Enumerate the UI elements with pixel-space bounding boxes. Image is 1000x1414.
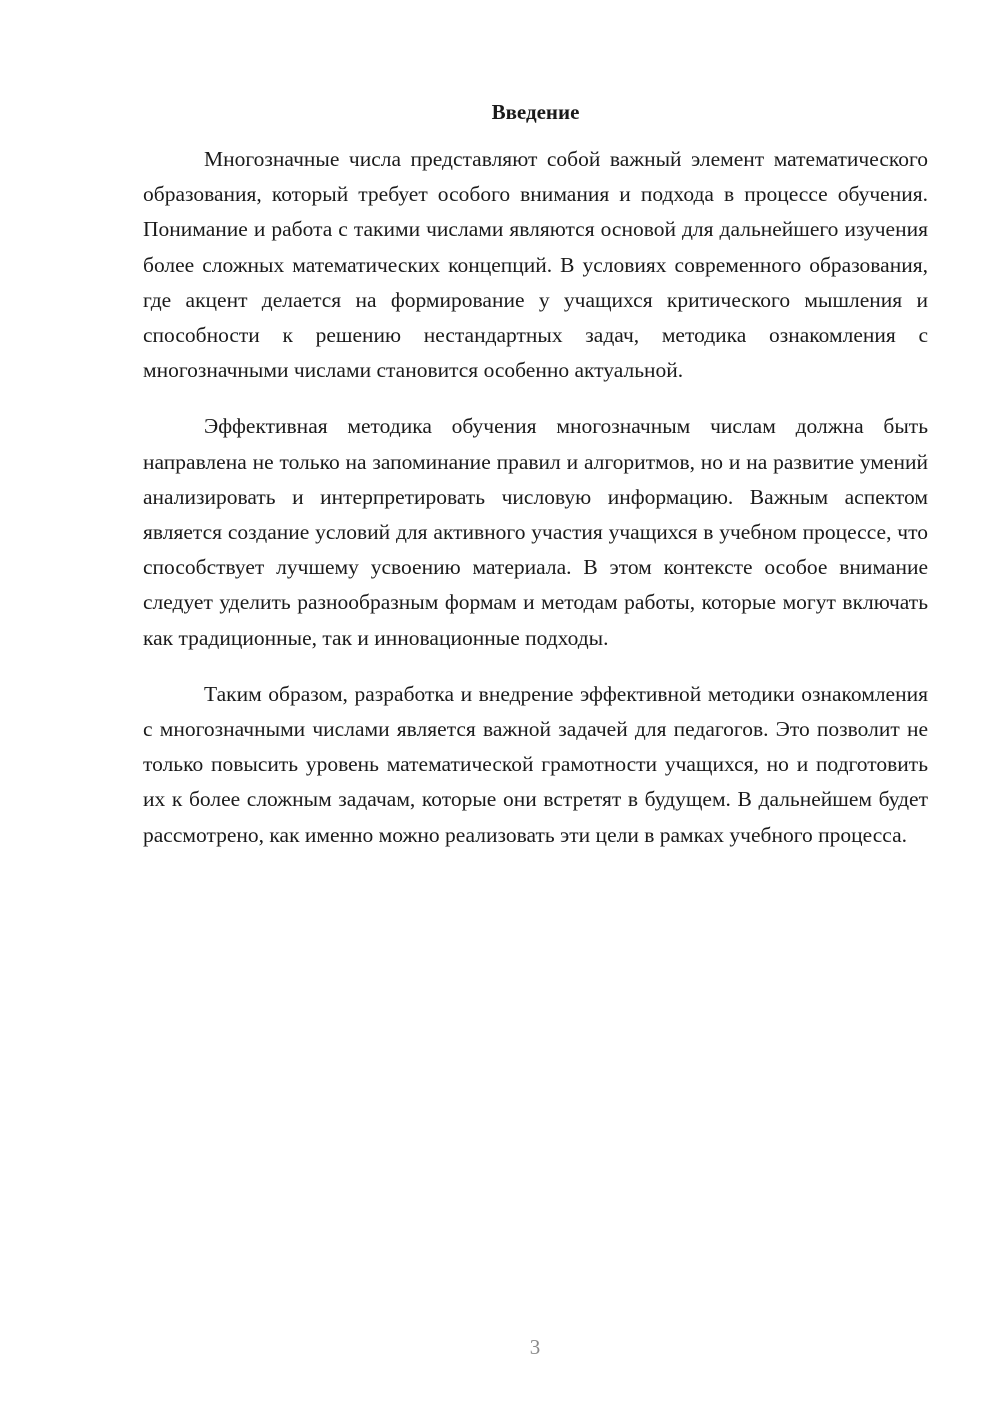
paragraph-2: Эффективная методика обучения многозначным числам должна быть направлена не только на запоминание правил и алгоритмов, но и на развитие умений анализировать и интерпретировать числовую информацию. Важным аспектом является создание условий для активного участия учащихся в учебном процессе, что способствует лучшему усвоению материала. В этом контексте особое внимание следует уделить разнообразным формам и методам работы, которые могут включать как традиционные, так и инновационные подходы. [143,414,928,650]
body-text [143,142,928,853]
page-number: 3 [529,1335,541,1359]
paragraph-3: Таким образом, разработка и внедрение эффективной методики ознакомления с многозначными числами является важной задачей для педагогов. Это позволит не только повысить уровень математической грамотности учащихся, но и подготовить их к более сложным задачам, которые они встретят в будущем. В дальнейшем будет рассмотрено, как именно можно реализовать эти цели в рамках учебного процесса. [143,681,928,847]
page-title: Введение [491,100,580,124]
paragraph-1: Многозначные числа представляют собой важный элемент математического образования, который требует особого внимания и подхода в процессе обучения. Понимание и работа с такими числами являются основой для дальнейшего изучения более сложных математических концепций. В условиях современного образования, где акцент делается на формирование у учащихся критического мышления и способности к решению нестандартных задач, методика ознакомления с многозначными числами становится особенно актуальной. [143,147,928,383]
